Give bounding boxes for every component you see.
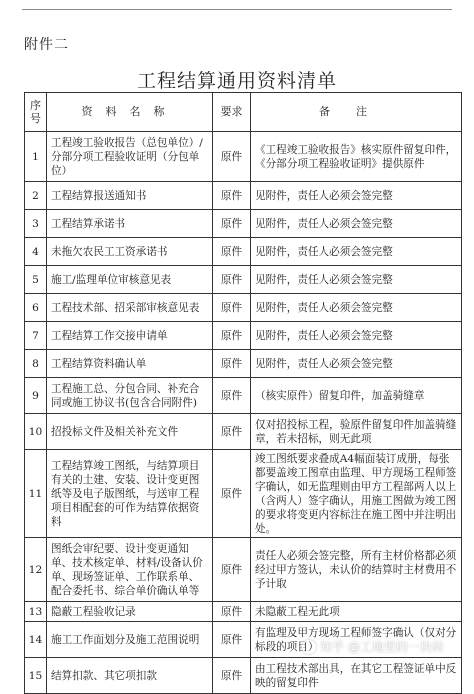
row-note: 见附件，责任人必须会签完整 bbox=[251, 238, 462, 266]
row-requirement: 原件 bbox=[213, 378, 251, 414]
row-number: 1 bbox=[25, 132, 47, 182]
row-requirement: 原件 bbox=[213, 238, 251, 266]
table-row bbox=[25, 350, 462, 378]
row-number: 4 bbox=[25, 238, 47, 266]
row-note: 责任人必须会签完整，所有主材价格都必须经过甲方签认，未认价的结算时主材费用不予计取 bbox=[251, 538, 462, 602]
row-number: 13 bbox=[25, 602, 47, 622]
row-number: 6 bbox=[25, 294, 47, 322]
row-requirement: 原件 bbox=[213, 602, 251, 622]
row-note: 见附件，责任人必须会签完整 bbox=[251, 210, 462, 238]
row-material-name: 未拖欠农民工工资承诺书 bbox=[47, 238, 213, 266]
row-requirement: 原件 bbox=[213, 266, 251, 294]
row-number: 5 bbox=[25, 266, 47, 294]
table-row bbox=[25, 322, 462, 350]
row-material-name: 工程技术部、招采部审核意见表 bbox=[47, 294, 213, 322]
document-title: 工程结算通用资料清单 bbox=[136, 70, 337, 92]
row-number: 7 bbox=[25, 322, 47, 350]
row-number: 9 bbox=[25, 378, 47, 414]
row-requirement: 原件 bbox=[213, 658, 251, 694]
table-header-row bbox=[25, 93, 462, 132]
table-row bbox=[25, 238, 462, 266]
header-requirement: 要求 bbox=[213, 93, 251, 132]
row-note: 有监理及甲方现场工程师签字确认（仅对分标段的项目） bbox=[251, 622, 462, 658]
row-requirement: 原件 bbox=[213, 350, 251, 378]
row-note: 由工程技术部出具，在其它工程签证单中反映的留复印件 bbox=[251, 658, 462, 694]
row-material-name: 图纸会审纪要、设计变更通知单、技术核定单、材料/设备认价单、现场签证单、工作联系单、配合委托书、综合单价确认单等 bbox=[47, 538, 213, 602]
row-note: 仅对招投标工程，验原件留复印件加盖骑缝章，若未招标，则无此项 bbox=[251, 414, 462, 450]
header-number: 序号 bbox=[25, 93, 47, 132]
row-number: 14 bbox=[25, 622, 47, 658]
row-note: 见附件，责任人必须会签完整 bbox=[251, 182, 462, 210]
annex-label: 附件二 bbox=[24, 37, 69, 53]
header-name: 资料名称 bbox=[47, 93, 213, 132]
table-row bbox=[25, 658, 462, 694]
zhihu-avatar-icon bbox=[302, 640, 316, 654]
row-material-name: 工程结算竣工图纸，与结算项目有关的土建、安装、设计变更图纸等及电子版图纸，与送审工程项目相配套的可作为结算依据资料 bbox=[47, 450, 213, 538]
row-material-name: 隐蔽工程验收记录 bbox=[47, 602, 213, 622]
row-note: （核实原件）留复印件，加盖骑缝章 bbox=[251, 378, 462, 414]
row-number: 15 bbox=[25, 658, 47, 694]
row-note: 未隐蔽工程无此项 bbox=[251, 602, 462, 622]
row-requirement: 原件 bbox=[213, 294, 251, 322]
row-material-name: 工程施工总、分包合同、补充合同或施工协议书(包含合同附件) bbox=[47, 378, 213, 414]
row-requirement: 原件 bbox=[213, 450, 251, 538]
row-material-name: 工程结算资料确认单 bbox=[47, 350, 213, 378]
table-row bbox=[25, 538, 462, 602]
materials-table bbox=[24, 92, 462, 694]
row-note: 见附件，责任人必须会签完整 bbox=[251, 350, 462, 378]
table-row bbox=[25, 182, 462, 210]
header-note: 备注 bbox=[251, 93, 462, 132]
row-number: 3 bbox=[25, 210, 47, 238]
row-requirement: 原件 bbox=[213, 538, 251, 602]
row-requirement: 原件 bbox=[213, 210, 251, 238]
row-note: 见附件，责任人必须会签完整 bbox=[251, 266, 462, 294]
table-row bbox=[25, 210, 462, 238]
row-number: 12 bbox=[25, 538, 47, 602]
row-material-name: 工程结算报送通知书 bbox=[47, 182, 213, 210]
row-material-name: 工程竣工验收报告（总包单位）/分部分项工程验收证明（分包单位） bbox=[47, 132, 213, 182]
table-row bbox=[25, 602, 462, 622]
row-number: 2 bbox=[25, 182, 47, 210]
table-row bbox=[25, 414, 462, 450]
row-requirement: 原件 bbox=[213, 132, 251, 182]
table-row bbox=[25, 450, 462, 538]
row-requirement: 原件 bbox=[213, 622, 251, 658]
top-divider bbox=[22, 9, 452, 10]
row-material-name: 结算扣款、其它项扣款 bbox=[47, 658, 213, 694]
row-material-name: 工程结算承诺书 bbox=[47, 210, 213, 238]
row-material-name: 工程结算工作交接申请单 bbox=[47, 322, 213, 350]
table-row bbox=[25, 266, 462, 294]
row-requirement: 原件 bbox=[213, 414, 251, 450]
row-note: 见附件，责任人必须会签完整 bbox=[251, 294, 462, 322]
row-note: 《工程竣工验收报告》核实原件留复印件，《分部分项工程验收证明》提供原件 bbox=[251, 132, 462, 182]
watermark bbox=[302, 638, 444, 655]
watermark-text: 知乎 @工地里的一块砖 bbox=[320, 640, 444, 654]
row-number: 8 bbox=[25, 350, 47, 378]
row-material-name: 施工/监理单位审核意见表 bbox=[47, 266, 213, 294]
row-requirement: 原件 bbox=[213, 322, 251, 350]
row-number: 11 bbox=[25, 450, 47, 538]
row-note: 竣工图纸要求叠成A4幅面装订成册，每张都要盖竣工图章由监理、甲方现场工程师签字确认，如无监理则由甲方工程部两人以上（含两人）签字确认，用施工图做为竣工图的要求将变更内容标注在施工图中并注明出处。 bbox=[251, 450, 462, 538]
table-row bbox=[25, 294, 462, 322]
table-row bbox=[25, 132, 462, 182]
row-material-name: 招投标文件及相关补充文件 bbox=[47, 414, 213, 450]
row-note: 见附件，责任人必须会签完整 bbox=[251, 322, 462, 350]
row-requirement: 原件 bbox=[213, 182, 251, 210]
table-row bbox=[25, 378, 462, 414]
row-number: 10 bbox=[25, 414, 47, 450]
row-material-name: 施工工作面划分及施工范围说明 bbox=[47, 622, 213, 658]
